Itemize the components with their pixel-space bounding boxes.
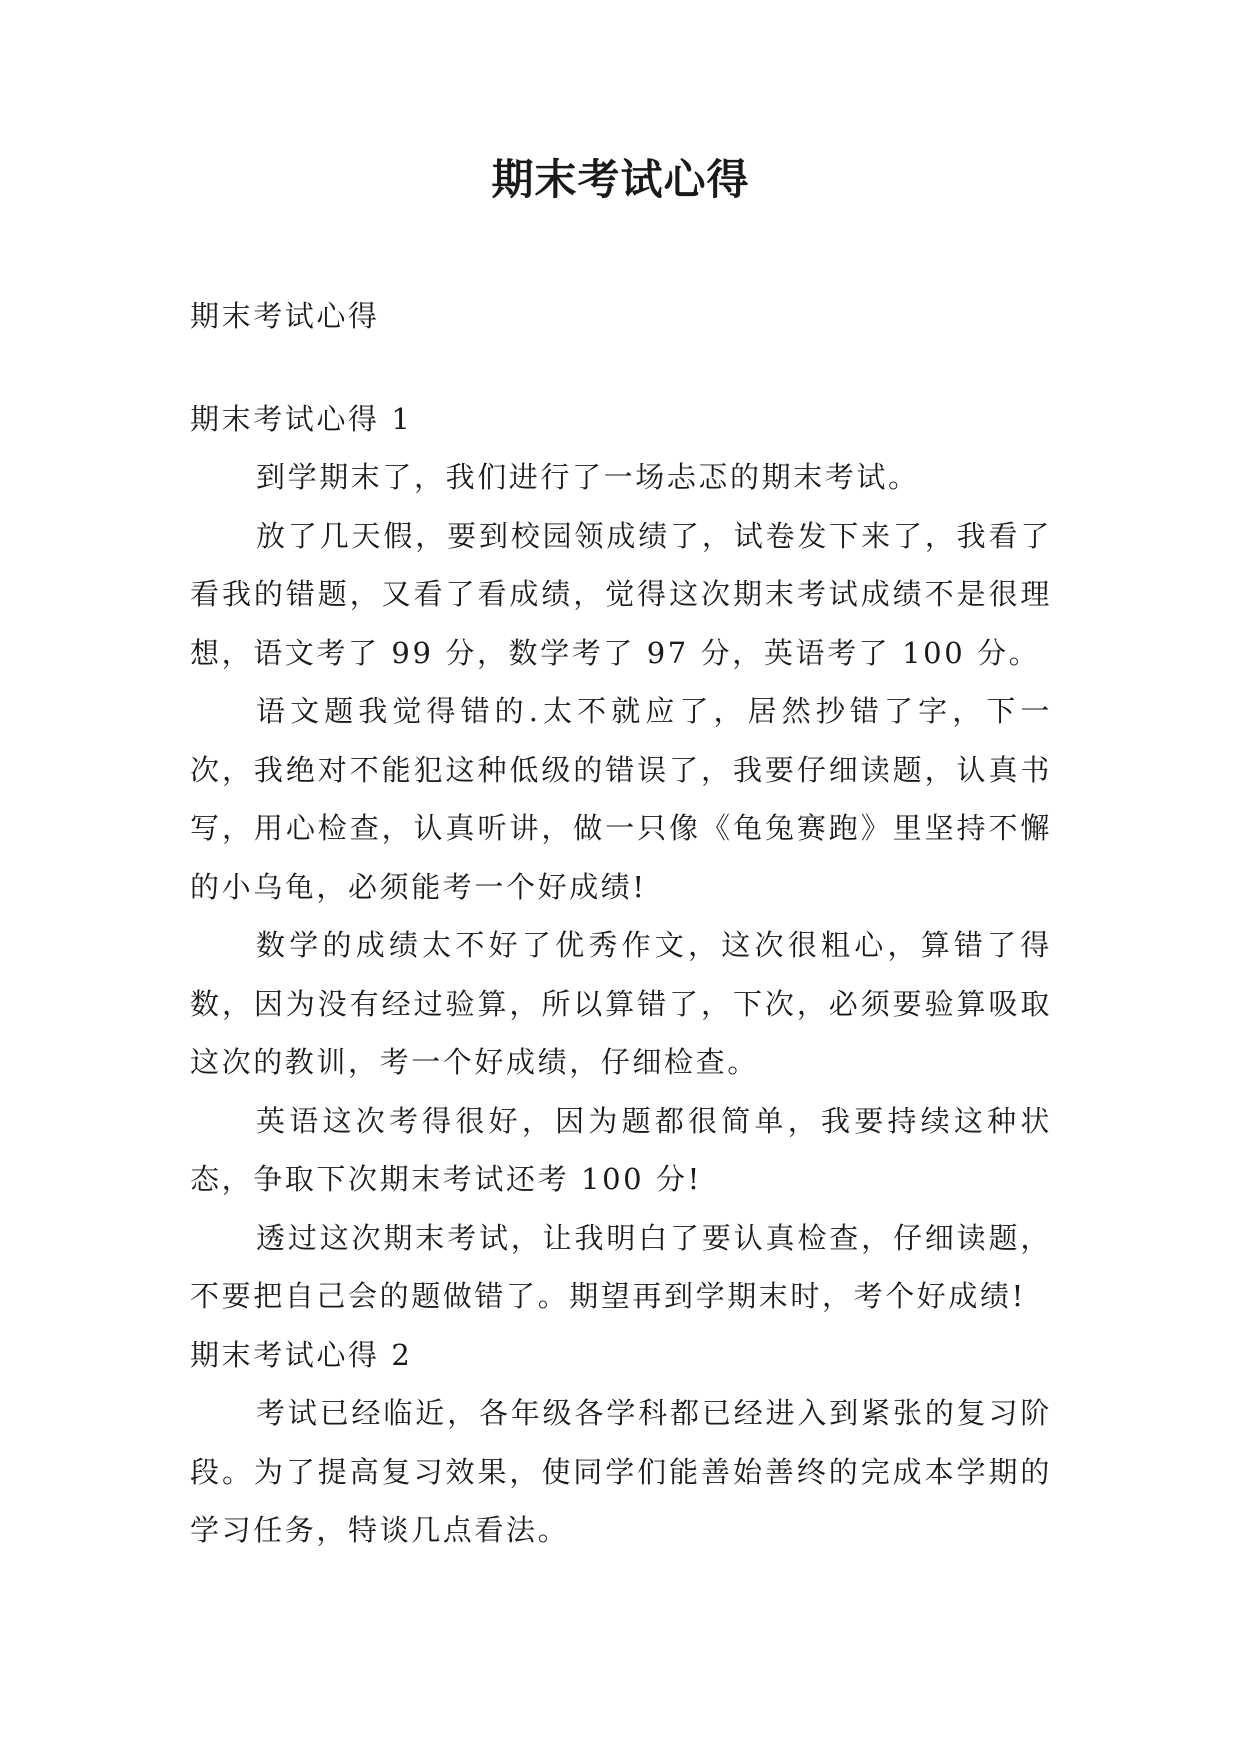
section-heading: 期末考试心得 1 — [190, 401, 413, 436]
document-body — [190, 287, 1052, 1560]
paragraph: 英语这次考得很好，因为题都很简单，我要持续这种状态，争取下次期末考试还考 100 分! — [190, 1103, 1052, 1196]
document-subtitle: 期末考试心得 — [190, 299, 380, 333]
paragraph: 放了几天假，要到校园领成绩了，试卷发下来了，我看了看我的错题，又看了看成绩，觉得这次期末考试成绩不是很理想，语文考了 99 分，数学考了 97 分，英语考了 100 分。 — [190, 518, 1052, 670]
section-heading: 期末考试心得 2 — [190, 1337, 413, 1372]
section-2 — [190, 1326, 1052, 1560]
paragraph: 数学的成绩太不好了优秀作文，这次很粗心，算错了得数，因为没有经过验算，所以算错了，下次，必须要验算吸取这次的教训，考一个好成绩，仔细检查。 — [190, 928, 1052, 1079]
paragraph: 透过这次期末考试，让我明白了要认真检查，仔细读题，不要把自己会的题做错了。期望再到学期末时，考个好成绩! — [190, 1220, 1052, 1313]
section-1 — [190, 390, 1052, 1326]
paragraph: 考试已经临近，各年级各学科都已经进入到紧张的复习阶段。为了提高复习效果，使同学们能善始善终的完成本学期的学习任务，特谈几点看法。 — [190, 1396, 1052, 1547]
paragraph: 到学期末了，我们进行了一场忐忑的期末考试。 — [256, 460, 920, 494]
document-title: 期末考试心得 — [491, 155, 750, 204]
paragraph: 语文题我觉得错的.太不就应了，居然抄错了字，下一次，我绝对不能犯这种低级的错误了，我要仔细读题，认真书写，用心检查，认真听讲，做一只像《龟兔赛跑》里坚持不懈的小乌龟，必须能考一个好成绩! — [190, 694, 1052, 904]
